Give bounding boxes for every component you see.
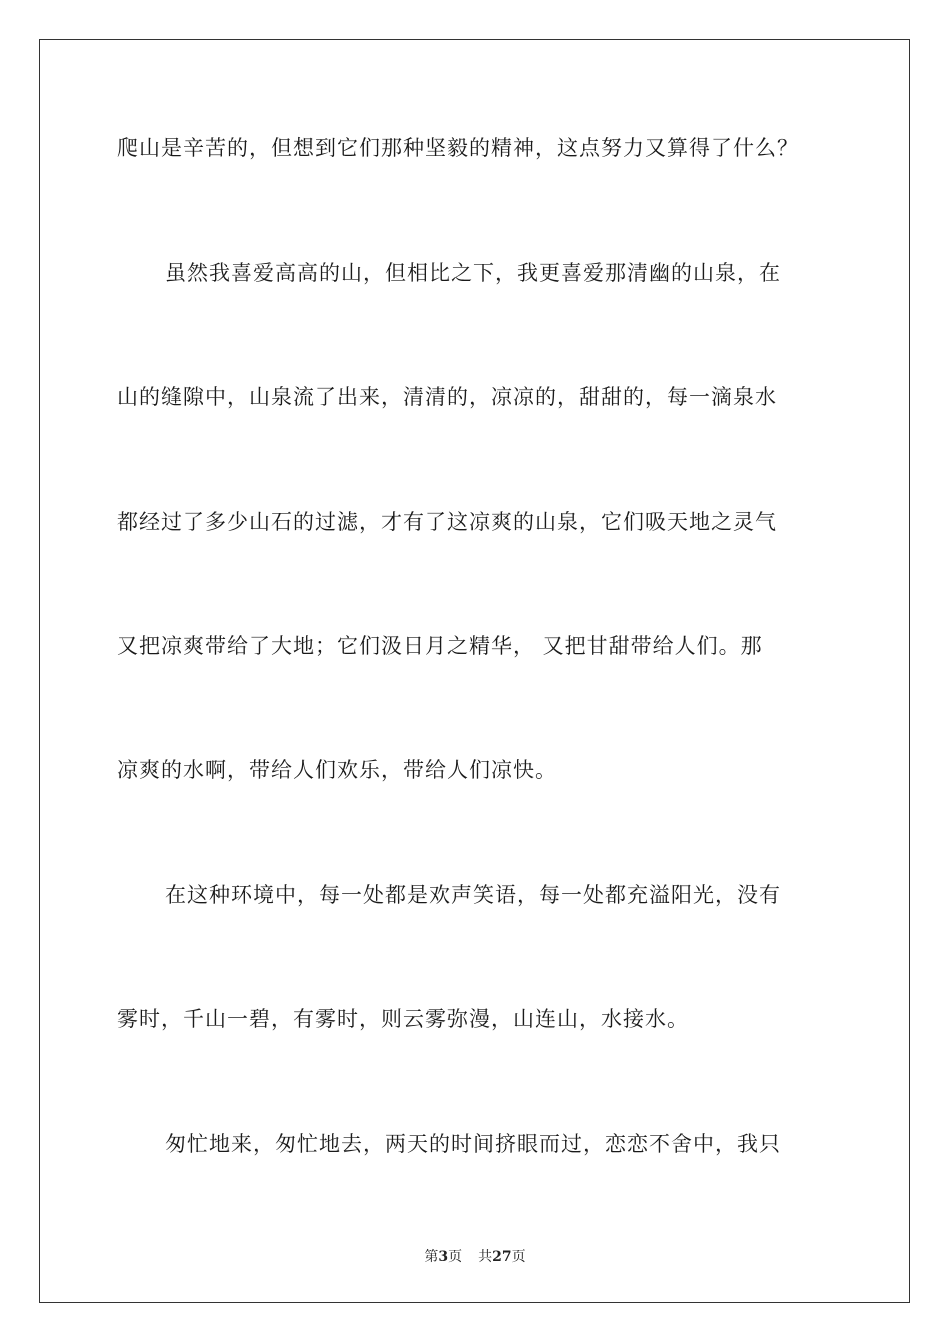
text-line-4: 都经过了多少山石的过滤，才有了这凉爽的山泉，它们吸天地之灵气 (117, 510, 777, 534)
text-line-8: 雾时，千山一碧，有雾时，则云雾弥漫，山连山，水接水。 (117, 1007, 689, 1031)
text-line-9: 匆忙地来，匆忙地去，两天的时间挤眼而过，恋恋不舍中，我只 (165, 1132, 781, 1156)
total-suffix: 页 (511, 1249, 526, 1265)
text-line-1: 爬山是辛苦的，但想到它们那种坚毅的精神，这点努力又算得了什么？ (117, 136, 799, 160)
page-number: 3 (438, 1249, 449, 1265)
text-line-5: 又把凉爽带给了大地；它们汲日月之精华， 又把甘甜带给人们。那 (117, 634, 763, 658)
page-border (39, 39, 910, 1303)
page-prefix: 第 (424, 1249, 439, 1265)
text-line-7: 在这种环境中，每一处都是欢声笑语，每一处都充溢阳光，没有 (165, 883, 781, 907)
text-line-6: 凉爽的水啊，带给人们欢乐，带给人们凉快。 (117, 758, 557, 782)
page-suffix: 页 (448, 1249, 463, 1265)
page-footer (0, 1248, 950, 1266)
total-pages: 27 (492, 1249, 512, 1265)
total-prefix: 共 (478, 1249, 493, 1265)
text-line-2: 虽然我喜爱高高的山，但相比之下，我更喜爱那清幽的山泉，在 (165, 261, 781, 285)
text-line-3: 山的缝隙中，山泉流了出来，清清的，凉凉的，甜甜的，每一滴泉水 (117, 385, 777, 409)
